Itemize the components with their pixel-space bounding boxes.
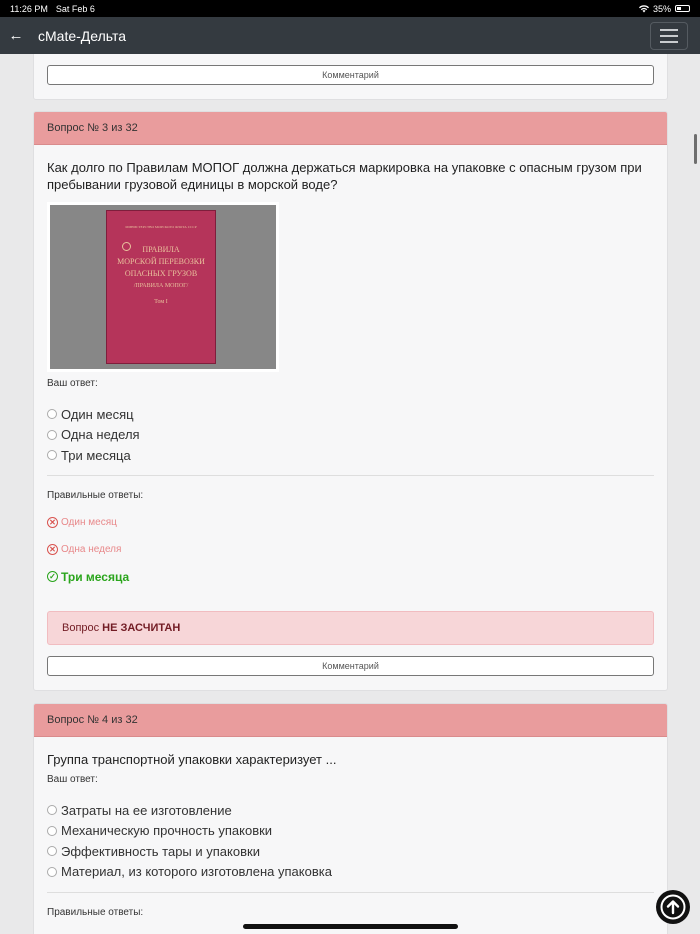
- question-image: [47, 202, 279, 372]
- question-card-4: [33, 703, 668, 934]
- battery-icon: [675, 5, 690, 12]
- check-circle-icon: ✓: [47, 571, 58, 582]
- correct-answers-label: Правильные ответы:: [47, 490, 144, 501]
- answer-options: [47, 404, 654, 465]
- x-circle-icon: ✕: [47, 517, 58, 528]
- question-text: Группа транспортной упаковки характеризует ...: [47, 752, 337, 767]
- comment-button[interactable]: Комментарий: [47, 65, 654, 85]
- hamburger-menu-icon[interactable]: [650, 22, 688, 50]
- arrow-up-circle-icon: [660, 894, 686, 920]
- option-radio[interactable]: Одна неделя: [47, 425, 654, 445]
- radio-icon[interactable]: [47, 867, 57, 877]
- answer-wrong: ✕ Одна неделя: [47, 536, 654, 563]
- status-bar: [0, 0, 700, 17]
- verdict-status: НЕ ЗАСЧИТАН: [102, 622, 181, 634]
- comment-button[interactable]: Комментарий: [47, 656, 654, 676]
- option-radio[interactable]: Три месяца: [47, 445, 654, 465]
- question-header: Вопрос № 3 из 32: [34, 112, 667, 145]
- radio-icon[interactable]: [47, 430, 57, 440]
- radio-icon[interactable]: [47, 846, 57, 856]
- home-indicator: [243, 924, 458, 929]
- radio-icon[interactable]: [47, 805, 57, 815]
- option-radio[interactable]: Материал, из которого изготовлена упаковка: [47, 862, 654, 882]
- battery-percent: 35%: [652, 3, 671, 14]
- status-right: [639, 4, 690, 14]
- book-cover-image: МИНИСТЕРСТВО МОРСКОГО ФЛОТА СССР ПРАВИЛА МОРСКОЙ ПЕРЕВОЗКИ ОПАСНЫХ ГРУЗОВ /ПРАВИЛА МОПОГ/ Том I: [106, 210, 216, 364]
- answer-wrong: ✕ Один месяц: [47, 509, 654, 536]
- option-radio[interactable]: Механическую прочность упаковки: [47, 821, 654, 841]
- divider: [47, 892, 654, 893]
- radio-icon[interactable]: [47, 450, 57, 460]
- scrollbar-thumb[interactable]: [694, 134, 697, 164]
- arrow-left-icon[interactable]: ←: [8, 27, 24, 44]
- question-text: Как долго по Правилам МОПОГ должна держаться маркировка на упаковке с опасным грузом при пребывании грузовой единицы в морской воде?: [47, 160, 642, 192]
- status-time: 11:26 PM: [10, 3, 48, 14]
- your-answer-label: Ваш ответ:: [47, 378, 98, 389]
- option-radio[interactable]: Затраты на ее изготовление: [47, 800, 654, 820]
- correct-answers-list: [47, 509, 654, 590]
- option-radio[interactable]: Эффективность тары и упаковки: [47, 841, 654, 861]
- radio-icon[interactable]: [47, 409, 57, 419]
- previous-question-card: [33, 54, 668, 100]
- question-header: Вопрос № 4 из 32: [34, 704, 667, 737]
- question-verdict-alert: Вопрос НЕ ЗАСЧИТАН: [47, 611, 654, 645]
- x-circle-icon: ✕: [47, 544, 58, 555]
- scroll-to-top-button[interactable]: [656, 890, 690, 924]
- question-card-3: [33, 111, 668, 691]
- option-radio[interactable]: Один месяц: [47, 404, 654, 424]
- app-title: cMate-Дельта: [38, 27, 126, 44]
- divider: [47, 475, 654, 476]
- answer-options: [47, 800, 654, 882]
- answer-correct: ✓ Три месяца: [47, 563, 654, 590]
- results-scroll-area[interactable]: [0, 54, 700, 934]
- radio-icon[interactable]: [47, 826, 57, 836]
- wifi-icon: [639, 5, 649, 13]
- your-answer-label: Ваш ответ:: [47, 774, 98, 785]
- top-navbar: [0, 17, 700, 54]
- status-date: Sat Feb 6: [55, 3, 95, 14]
- correct-answers-label: Правильные ответы:: [47, 906, 144, 918]
